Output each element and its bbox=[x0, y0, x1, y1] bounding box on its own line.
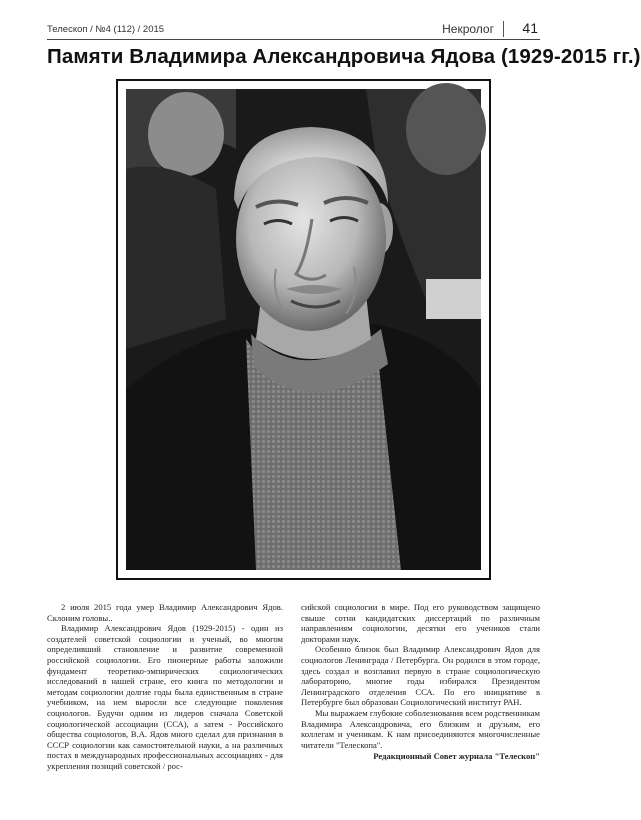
page-title: Памяти Владимира Александровича Ядова (1929-2015 гг.) bbox=[47, 45, 641, 68]
journal-issue-label: Телескоп / №4 (112) / 2015 bbox=[47, 24, 165, 35]
portrait-illustration bbox=[126, 89, 481, 570]
paragraph: Владимир Александрович Ядов (1929-2015) - один из создателей советской социологии и ученый, во многом определивший становление и развитие современной российской социологии. Его пионерные работы заложили фундамент теоретико-эмпирических социологических исследований в нашей стране, его книга по методологии и методам социологии долгие годы была единственным в стране учебником, на нем выросли все следующие поколения социологов. Будучи одним из лидеров сначала Советской социологической ассоциации (ССА), а затем - Российского общества социологов, В.А. Ядов много сделал для признания в СССР социологии как самостоятельной науки, а на различных постах в международных профессиональных ассоциациях - для укрепления позиций советской / рос- bbox=[47, 623, 283, 771]
portrait-photo bbox=[126, 89, 481, 570]
paragraph: Особенно близок был Владимир Александрович Ядов для социологов Ленинграда / Петербурга. Он родился в этом городе, здесь создал и возглавил первую в стране социологическую лабораторию, многие годы избирался Президентом Ленинградского отделения ССА. По его инициативе в Петербурге был образован Социологический институт РАН. bbox=[301, 644, 540, 708]
paragraph-continuation: сийской социологии в мире. Под его руководством защищено свыше сотни кандидатских диссертаций по различным направлениям социологии, десятки его учеников стали докторами наук. bbox=[301, 602, 540, 644]
page-number: 41 bbox=[522, 20, 538, 36]
header-rule bbox=[47, 39, 540, 40]
signature: Редакционный Совет журнала "Телескоп" bbox=[373, 751, 540, 762]
paragraph: 2 июля 2015 года умер Владимир Александрович Ядов. Склоним головы.. bbox=[47, 602, 283, 623]
article-right-column bbox=[301, 602, 540, 762]
portrait-photo-frame bbox=[116, 79, 491, 580]
article-left-column bbox=[47, 602, 283, 772]
paragraph: Мы выражаем глубокие соболезнования всем родственникам Владимира Александровича, его близким и друзьям, его коллегам и ученикам. К нам присоединяются многочисленные читатели "Телескопа". bbox=[301, 707, 540, 750]
running-head bbox=[47, 21, 540, 37]
section-label: Некролог bbox=[442, 22, 494, 36]
header-separator bbox=[503, 21, 504, 37]
